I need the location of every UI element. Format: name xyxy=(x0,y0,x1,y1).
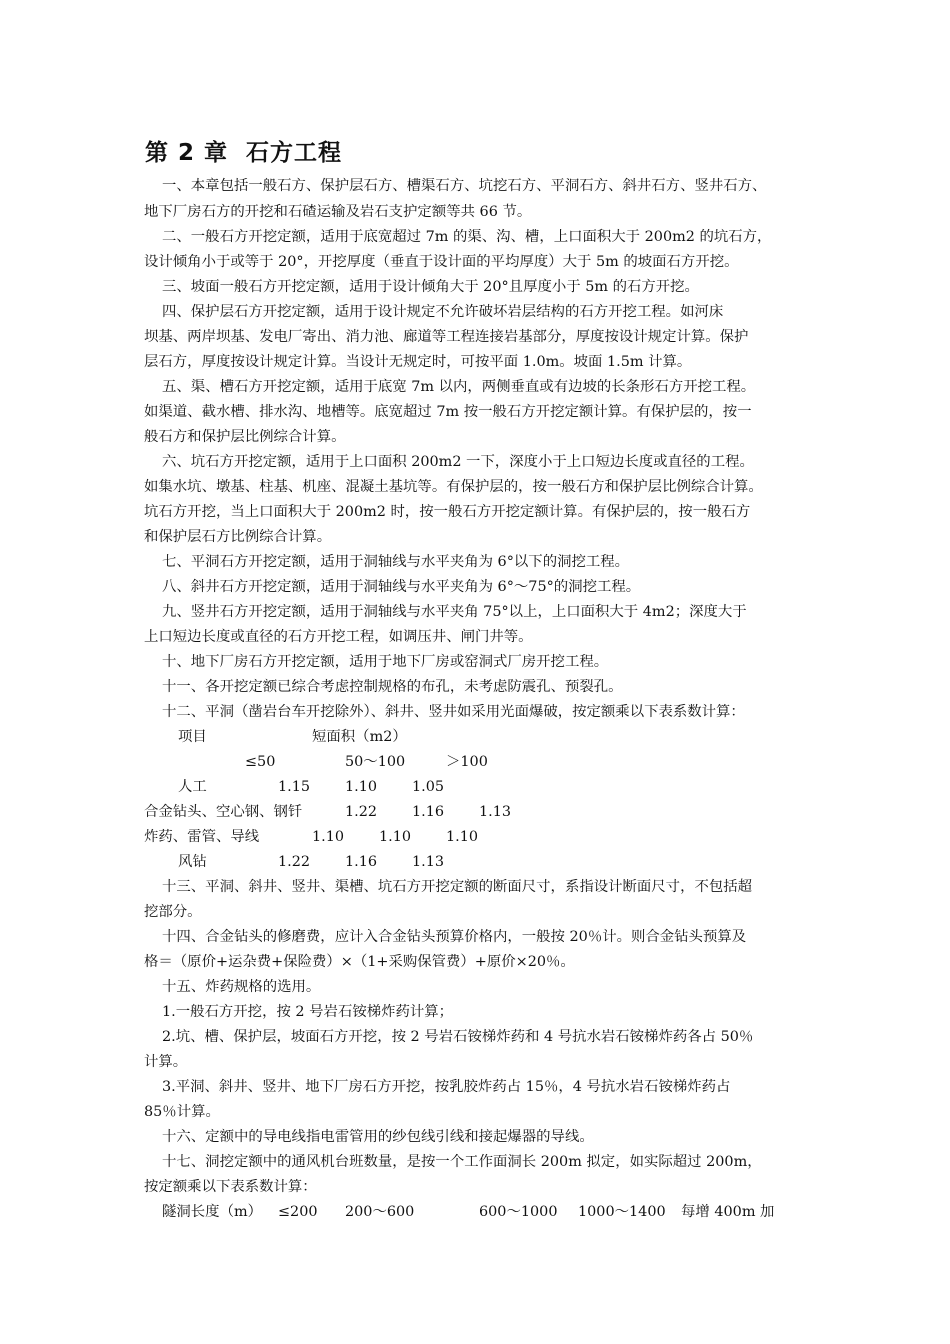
text-line: 格＝（原价+运杂费+保险费）×（1+采购保管费）+原价×20％。 xyxy=(144,954,575,970)
text-line: 地下厂房石方的开挖和石碴运输及岩石支护定额等共 66 节。 xyxy=(144,204,532,220)
text-line: 计算。 xyxy=(144,1054,188,1070)
table-row-label: 炸药、雷管、导线 xyxy=(144,829,260,845)
text-line: 十二、平洞（凿岩台车开挖除外）、斜井、竖井如采用光面爆破，按定额乘以下表系数计算： xyxy=(162,704,745,720)
text-line: 挖部分。 xyxy=(144,904,202,920)
table-subheader: ≤50 xyxy=(245,754,276,770)
text-line: 十五、炸药规格的选用。 xyxy=(162,979,321,995)
text-line: 十七、洞挖定额中的通风机台班数量，是按一个工作面洞长 200m 拟定，如实际超过 200m， xyxy=(162,1154,762,1170)
table-row-label: 合金钻头、空心钢、钢钎 xyxy=(144,804,303,820)
text-line: 十、地下厂房石方开挖定额，适用于地下厂房或窑洞式厂房开挖工程。 xyxy=(162,654,609,670)
table-row-label: 风钻 xyxy=(178,854,207,870)
table-cell: 1.13 xyxy=(412,854,445,870)
table-cell: 1.05 xyxy=(412,779,445,795)
table-cell: ≤200 xyxy=(278,1204,318,1220)
chapter-title: 第 2 章 石方工程 xyxy=(145,140,343,166)
text-line: 85％计算。 xyxy=(144,1104,220,1120)
text-line: 六、坑石方开挖定额，适用于上口面积 200m2 一下，深度小于上口短边长度或直径的工程。 xyxy=(162,454,754,470)
table-cell: 1.10 xyxy=(446,829,479,845)
text-line: 如渠道、截水槽、排水沟、地槽等。底宽超过 7m 按一般石方开挖定额计算。有保护层的，按一 xyxy=(144,404,752,420)
table-cell: 1.10 xyxy=(312,829,345,845)
text-line: 和保护层石方比例综合计算。 xyxy=(144,529,332,545)
text-line: 四、保护层石方开挖定额，适用于设计规定不允许破坏岩层结构的石方开挖工程。如河床 xyxy=(162,304,724,320)
table-subheader: ＞100 xyxy=(446,754,488,770)
table-row-label: 隧洞长度（m） xyxy=(162,1204,262,1220)
table-cell: 600～1000 xyxy=(479,1204,558,1220)
text-line: 3.平洞、斜井、竖井、地下厂房石方开挖，按乳胶炸药占 15％，4 号抗水岩石铵梯炸药占 xyxy=(162,1079,731,1095)
text-line: 五、渠、槽石方开挖定额，适用于底宽 7m 以内，两侧垂直或有边坡的长条形石方开挖工程。 xyxy=(162,379,756,395)
table-cell: 1000～1400 xyxy=(578,1204,666,1220)
text-line: 坑石方开挖，当上口面积大于 200m2 时，按一般石方开挖定额计算。有保护层的，按一般石方 xyxy=(144,504,751,520)
text-line: 九、竖井石方开挖定额，适用于洞轴线与水平夹角 75°以上，上口面积大于 4m2；深度大于 xyxy=(162,604,747,620)
table-cell: 1.13 xyxy=(479,804,512,820)
text-line: 二、一般石方开挖定额，适用于底宽超过 7m 的渠、沟、槽，上口面积大于 200m2 的坑石方， xyxy=(162,229,772,245)
text-line: 八、斜井石方开挖定额，适用于洞轴线与水平夹角为 6°～75°的洞挖工程。 xyxy=(162,579,641,595)
text-line: 上口短边长度或直径的石方开挖工程，如调压井、闸门井等。 xyxy=(144,629,533,645)
text-line: 一、本章包括一般石方、保护层石方、槽渠石方、坑挖石方、平洞石方、斜井石方、竖井石方、 xyxy=(162,178,767,194)
table-cell: 1.22 xyxy=(345,804,378,820)
table-subheader: 50～100 xyxy=(345,754,406,770)
text-line: 十一、各开挖定额已综合考虑控制规格的布孔，未考虑防震孔、预裂孔。 xyxy=(162,679,623,695)
table-cell: 每增 400m 加 xyxy=(681,1204,775,1220)
table-cell: 1.16 xyxy=(412,804,445,820)
text-line: 按定额乘以下表系数计算： xyxy=(144,1179,317,1195)
text-line: 2.坑、槽、保护层，坡面石方开挖，按 2 号岩石铵梯炸药和 4 号抗水岩石铵梯炸药各占 50％ xyxy=(162,1029,754,1045)
table-cell: 1.22 xyxy=(278,854,311,870)
table-cell: 200～600 xyxy=(345,1204,415,1220)
table-cell: 1.10 xyxy=(345,779,378,795)
table-header-item: 项目 xyxy=(178,729,207,745)
table-cell: 1.16 xyxy=(345,854,378,870)
text-line: 十三、平洞、斜井、竖井、渠槽、坑石方开挖定额的断面尺寸，系指设计断面尺寸，不包括超 xyxy=(162,879,753,895)
text-line: 设计倾角小于或等于 20°，开挖厚度（垂直于设计面的平均厚度）大于 5m 的坡面石方开挖。 xyxy=(144,254,739,270)
text-line: 十六、定额中的导电线指电雷管用的纱包线引线和接起爆器的导线。 xyxy=(162,1129,594,1145)
table-header-area: 短面积（m2） xyxy=(312,729,407,745)
text-line: 如集水坑、墩基、柱基、机座、混凝土基坑等。有保护层的，按一般石方和保护层比例综合计算。 xyxy=(144,479,763,495)
text-line: 七、平洞石方开挖定额，适用于洞轴线与水平夹角为 6°以下的洞挖工程。 xyxy=(162,554,630,570)
table-cell: 1.15 xyxy=(278,779,311,795)
table-row-label: 人工 xyxy=(178,779,207,795)
text-line: 坝基、两岸坝基、发电厂寄出、消力池、廊道等工程连接岩基部分，厚度按设计规定计算。保护 xyxy=(144,329,749,345)
text-line: 十四、合金钻头的修磨费，应计入合金钻头预算价格内，一般按 20％计。则合金钻头预算及 xyxy=(162,929,747,945)
table-cell: 1.10 xyxy=(379,829,412,845)
text-line: 层石方，厚度按设计规定计算。当设计无规定时，可按平面 1.0m。坡面 1.5m 计算。 xyxy=(144,354,692,370)
text-line: 三、坡面一般石方开挖定额，适用于设计倾角大于 20°且厚度小于 5m 的石方开挖。 xyxy=(162,279,699,295)
text-line: 1.一般石方开挖，按 2 号岩石铵梯炸药计算； xyxy=(162,1004,454,1020)
text-line: 般石方和保护层比例综合计算。 xyxy=(144,429,346,445)
